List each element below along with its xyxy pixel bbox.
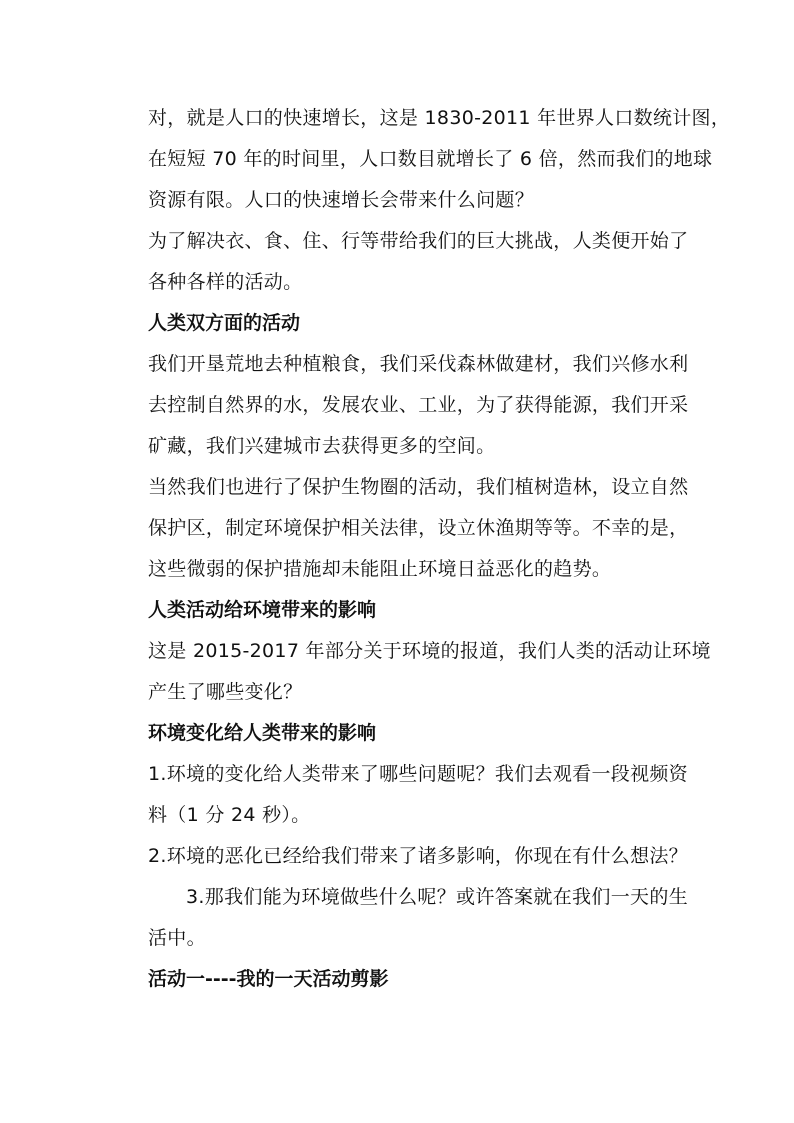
paragraph-line: 去控制自然界的水，发展农业、工业，为了获得能源，我们开采 [148, 394, 689, 416]
document-body [148, 98, 731, 1000]
section-heading: 环境变化给人类带来的影响 [148, 722, 377, 744]
section-heading: 人类活动给环境带来的影响 [148, 599, 377, 621]
paragraph-line: 活中。 [148, 927, 206, 949]
section-heading: 活动一----我的一天活动剪影 [148, 968, 389, 990]
paragraph-line: 这是 2015-2017 年部分关于环境的报道，我们人类的活动让环境 [148, 640, 711, 662]
paragraph-line: 保护区，制定环境保护相关法律，设立休渔期等等。不幸的是， [148, 517, 689, 539]
paragraph-line: 各种各样的活动。 [148, 271, 303, 293]
paragraph-line: 料（1 分 24 秒）。 [148, 804, 311, 826]
section-heading: 人类双方面的活动 [148, 312, 301, 334]
paragraph-line: 对，就是人口的快速增长，这是 1830-2011 年世界人口数统计图， [148, 107, 731, 129]
paragraph-line: 为了解决衣、食、住、行等带给我们的巨大挑战，人类便开始了 [148, 230, 689, 252]
paragraph-line: 1.环境的变化给人类带来了哪些问题呢？我们去观看一段视频资 [148, 763, 688, 785]
paragraph-line: 在短短 70 年的时间里，人口数目就增长了 6 倍，然而我们的地球 [148, 148, 713, 170]
paragraph-line: 产生了哪些变化？ [148, 681, 303, 703]
paragraph-line: 我们开垦荒地去种植粮食，我们采伐森林做建材，我们兴修水利 [148, 353, 689, 375]
paragraph-line: 3.那我们能为环境做些什么呢？或许答案就在我们一天的生 [186, 886, 688, 908]
paragraph-line: 2.环境的恶化已经给我们带来了诸多影响，你现在有什么想法？ [148, 845, 688, 867]
paragraph-line: 当然我们也进行了保护生物圈的活动，我们植树造林，设立自然 [148, 476, 689, 498]
paragraph-line: 资源有限。人口的快速增长会带来什么问题？ [148, 189, 535, 211]
paragraph-line: 矿藏，我们兴建城市去获得更多的空间。 [148, 435, 496, 457]
paragraph-line: 这些微弱的保护措施却未能阻止环境日益恶化的趋势。 [148, 558, 612, 580]
